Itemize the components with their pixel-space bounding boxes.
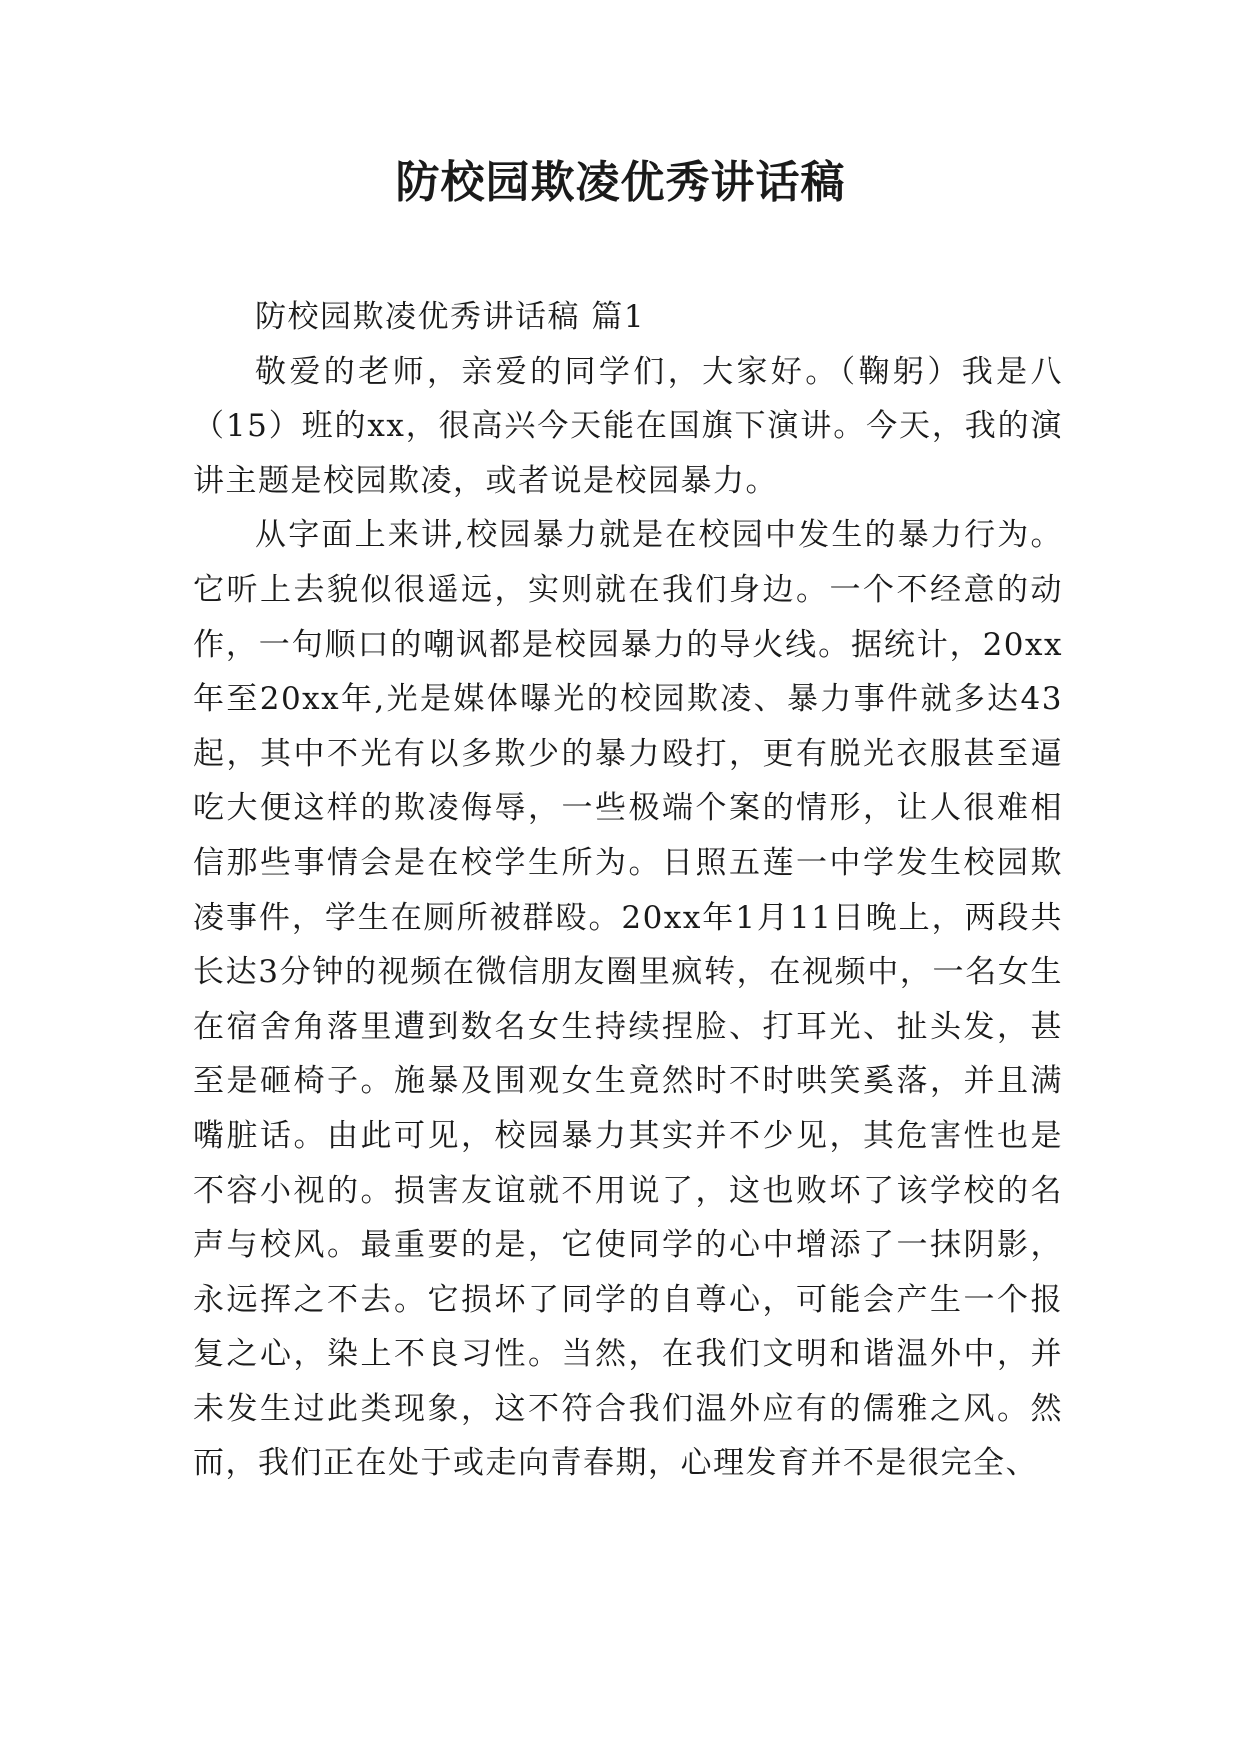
section-heading: 防校园欺凌优秀讲话稿 篇1 xyxy=(255,299,646,335)
document-title: 防校园欺凌优秀讲话稿 xyxy=(395,157,846,208)
paragraph-main: 从字面上来讲,校园暴力就是在校园中发生的暴力行为。它听上去貌似很遥远，实则就在我们身边。一个不经意的动作，一句顺口的嘲讽都是校园暴力的导火线。据统计，20xx年至20xx年,光是媒体曝光的校园欺凌、暴力事件就多达43起，其中不光有以多欺少的暴力殴打，更有脱光衣服甚至逼吃大便这样的欺凌侮辱，一些极端个案的情形，让人很难相信那些事情会是在校学生所为。日照五莲一中学发生校园欺凌事件，学生在厕所被群殴。20xx年1月11日晚上，两段共长达3分钟的视频在微信朋友圈里疯转，在视频中，一名女生在宿舍角落里遭到数名女生持续捏脸、打耳光、扯头发，甚至是砸椅子。施暴及围观女生竟然时不时哄笑奚落，并且满嘴脏话。由此可见，校园暴力其实并不少见，其危害性也是不容小视的。损害友谊就不用说了，这也败坏了该学校的名声与校风。最重要的是，它使同学的心中增添了一抹阴影，永远挥之不去。它损坏了同学的自尊心，可能会产生一个报复之心，染上不良习性。当然，在我们文明和谐温外中，并未发生过此类现象，这不符合我们温外应有的儒雅之风。然而，我们正在处于或走向青春期，心理发育并不是很完全、 xyxy=(193,517,1063,1482)
document-body xyxy=(193,290,1063,1491)
paragraph-greeting: 敬爱的老师，亲爱的同学们，大家好。（鞠躬）我是八（15）班的xx，很高兴今天能在国旗下演讲。今天，我的演讲主题是校园欺凌，或者说是校园暴力。 xyxy=(193,353,1063,499)
